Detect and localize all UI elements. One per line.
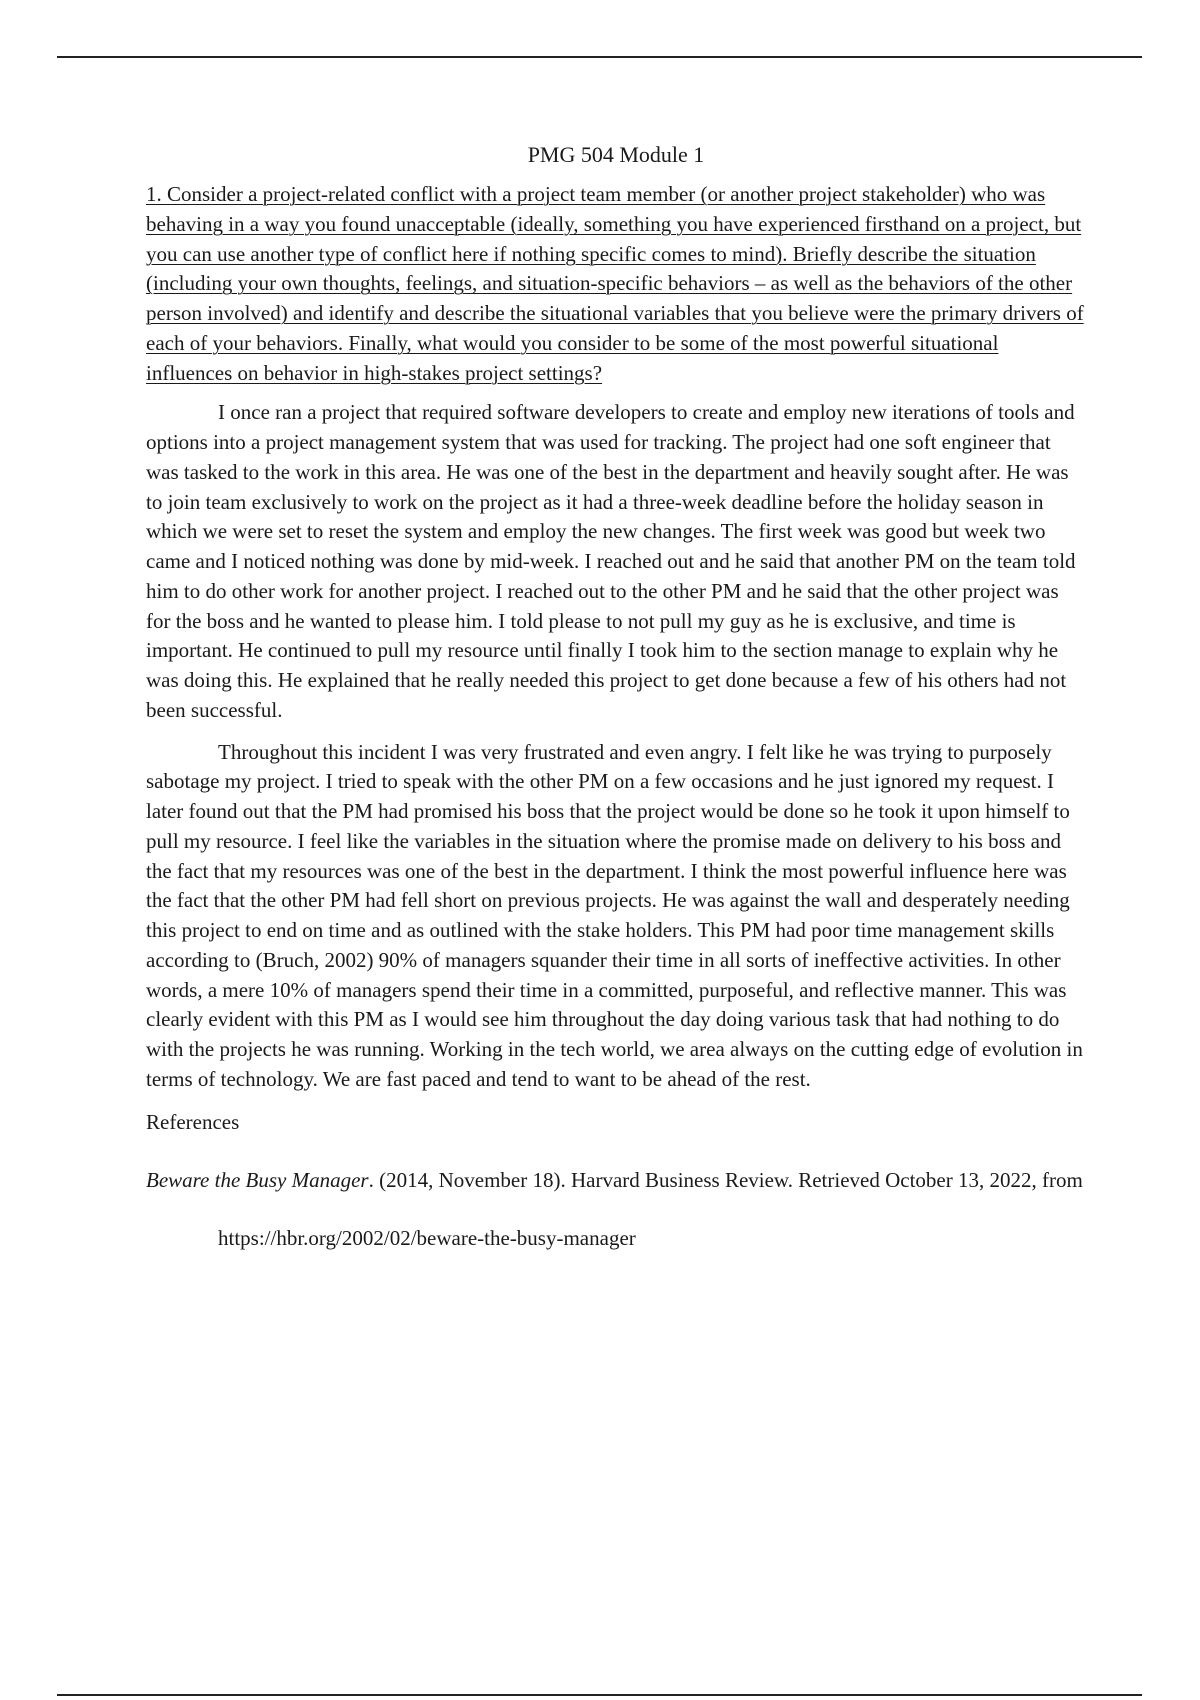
body-paragraph-1: I once ran a project that required software developers to create and employ new iterations of tools and options into a project management system that was used for tracking. The project had one soft engineer that was tasked to the work in this area. He was one of the best in the department and heavily sought after. He was to join team exclusively to work on the project as it had a three-week deadline before the holiday season in which we were set to reset the system and employ the new changes. The first week was good but week two came and I noticed nothing was done by mid-week. I reached out and he said that another PM on the team told him to do other work for another project. I reached out to the other PM and he said that the other project was for the boss and he wanted to please him. I told please to not pull my guy as he is exclusive, and time is important. He continued to pull my resource until finally I took him to the section manage to explain why he was doing this. He explained that he really needed this project to get done because a few of his others had not been successful. <box>146 400 1076 722</box>
reference-entry <box>146 1151 1086 1267</box>
references-heading: References <box>146 1109 240 1134</box>
assignment-question: 1. Consider a project-related conflict with a project team member (or another project stakeholder) who was behaving in a way you found unacceptable (ideally, something you have experienced firsthand on a project, but you can use another type of conflict here if nothing specific comes to mind). Briefly describe the situation (including your own thoughts, feelings, and situation-specific behaviors – as well as the behaviors of the other person involved) and identify and describe the situational variables that you believe were the primary drivers of each of your behaviors. Finally, what would you consider to be some of the most powerful situational influences on behavior in high-stakes project settings? <box>146 182 1084 385</box>
bottom-rule <box>57 1694 1142 1696</box>
body-paragraph-2: Throughout this incident I was very frustrated and even angry. I felt like he was trying to purposely sabotage my project. I tried to speak with the other PM on a few occasions and he just ignored my request. I later found out that the PM had promised his boss that the project would be done so he took it upon himself to pull my resource. I feel like the variables in the situation where the promise made on delivery to his boss and the fact that my resources was one of the best in the department. I think the most powerful influence here was the fact that the other PM had fell short on previous projects. He was against the wall and desperately needing this project to end on time and as outlined with the stake holders. This PM had poor time management skills according to (Bruch, 2002) 90% of managers squander their time in all sorts of ineffective activities. In other words, a mere 10% of managers spend their time in a committed, purposeful, and reflective manner. This was clearly evident with this PM as I would see him throughout the day doing various task that had nothing to do with the projects he was running. Working in the tech world, we area always on the cutting edge of evolution in terms of technology. We are fast paced and tend to want to be ahead of the rest. <box>146 739 1083 1091</box>
reference-title: Beware the Busy Manager <box>146 1167 369 1192</box>
document-title: PMG 504 Module 1 <box>527 142 705 167</box>
reference-details: . (2014, November 18). Harvard Business Review. Retrieved October 13, 2022, from https://hbr.org/2002/02/beware-the-busy-manager <box>218 1167 1083 1250</box>
document-body <box>146 140 1086 1267</box>
top-rule <box>57 56 1142 58</box>
